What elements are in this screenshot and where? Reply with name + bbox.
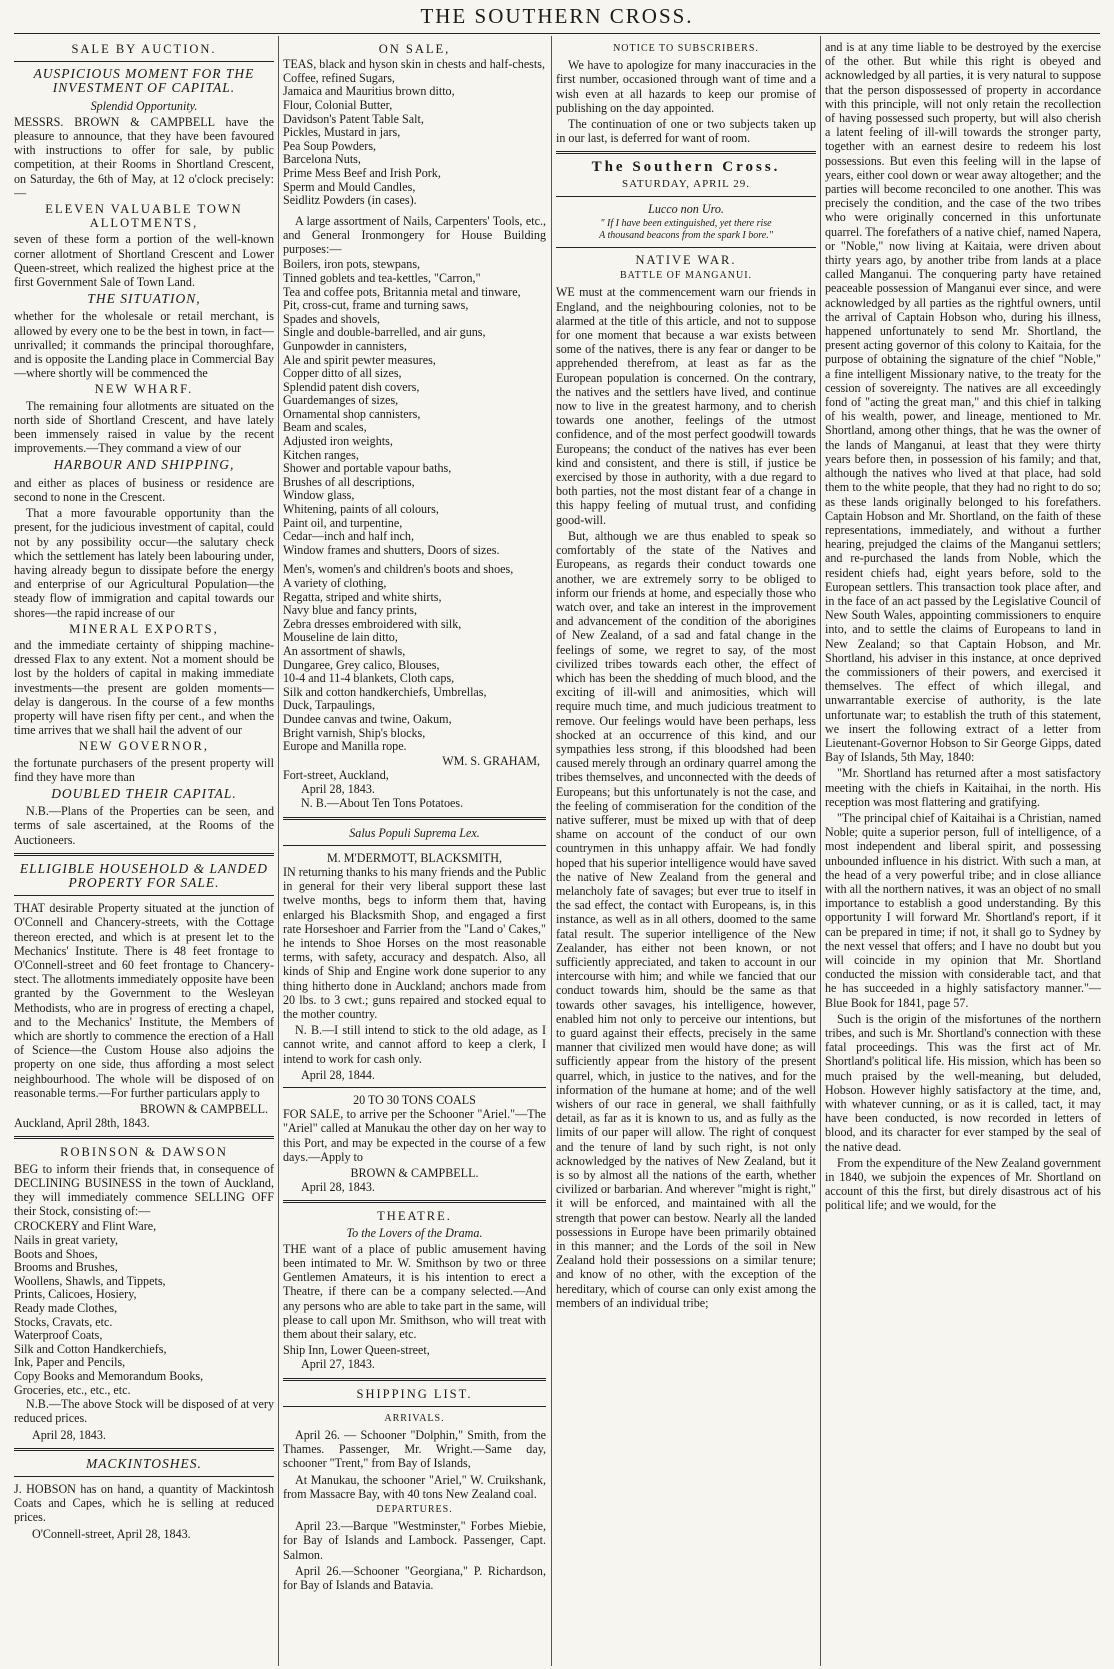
list-item: Ornamental shop cannisters, (283, 406, 421, 421)
column-rule (820, 36, 821, 1666)
ad-auspicious-heading: THE SITUATION, (87, 291, 201, 307)
paper-motto: Lucco non Uro. (648, 201, 724, 216)
column-rule (278, 36, 279, 1666)
list-item: A variety of clothing, (283, 576, 387, 590)
list-item: Zebra dresses embroidered with silk, (283, 616, 462, 631)
notice-para: The continuation of one or two subjects taken up in our last, is deferred for want of room. (556, 117, 816, 146)
divider (14, 1476, 274, 1477)
ad-mackintosh-title: MACKINTOSHES. (86, 1455, 202, 1471)
list-item: Woollens, Shawls, and Tippets, (14, 1273, 166, 1288)
list-item: Copper ditto of all sizes, (283, 366, 402, 381)
ad-auspicious-title: AUSPICIOUS MOMENT FOR THE INVESTMENT OF CAPITAL. (33, 66, 255, 96)
list-item: Bright varnish, Ship's blocks, (283, 725, 426, 740)
coals-signature: BROWN & CAMPBELL. (350, 1166, 479, 1180)
article-quote: "Mr. Shortland has returned after a most satisfactory meeting with the chiefs in Kaitaihai, in the north. His reception was most flattering and gratifying. (825, 766, 1101, 809)
list-item: Boots and Shoes, (14, 1246, 98, 1261)
list-item: Barcelona Nuts, (283, 152, 361, 167)
article-subtitle: BATTLE OF MANGANUI. (619, 270, 753, 282)
list-item: Ink, Paper and Pencils, (14, 1355, 126, 1370)
paper-date: SATURDAY, APRIL 29. (621, 177, 750, 190)
divider (283, 817, 546, 820)
divider (556, 151, 816, 154)
ad-auspicious-para: the fortunate purchasers of the present property will find they have more than (14, 755, 274, 784)
divider (14, 1136, 274, 1139)
ad-auspicious-heading: DOUBLED THEIR CAPITAL. (51, 785, 237, 801)
motto-verse: A thousand beacons from the spark I bore." (599, 230, 773, 242)
divider (14, 895, 274, 896)
list-item: TEAS, black and hyson skin in chests and half-chests, (283, 57, 545, 72)
coals-date: April 28, 1843. (301, 1180, 375, 1195)
list-item: Davidson's Patent Table Salt, (283, 111, 424, 126)
list-item: Silk and cotton handkerchiefs, Umbrellas, (283, 684, 487, 699)
departures-heading: DEPARTURES. (376, 1504, 453, 1516)
ad-auspicious-para: and either as places of business or residence are second to none in the Crescent. (14, 475, 274, 504)
motto-verse: " If I have been extinguished, yet there rise (600, 218, 772, 230)
list-item: Nails in great variety, (14, 1233, 118, 1248)
list-item: Duck, Tarpaulings, (283, 698, 375, 713)
motto-line: Salus Populi Suprema Lex. (349, 825, 480, 840)
list-item: Pea Soup Powders, (283, 138, 377, 153)
divider (14, 853, 274, 856)
theatre-date: April 27, 1843. (301, 1357, 375, 1372)
ad-robinson-nb: N.B.—The above Stock will be disposed of at very reduced prices. (14, 1397, 274, 1426)
list-item: Shower and portable vapour baths, (283, 461, 452, 476)
ad-auspicious-heading: NEW GOVERNOR, (79, 739, 209, 754)
onsale-heading: ON SALE, (378, 42, 451, 56)
list-item: Flour, Colonial Butter, (283, 97, 393, 112)
list-item: Pit, cross-cut, frame and turning saws, (283, 298, 469, 313)
onsale-date: April 28, 1843. (301, 782, 375, 797)
list-item: Ale and spirit pewter measures, (283, 352, 436, 367)
list-item: Groceries, etc., etc., etc. (14, 1382, 131, 1397)
column-rule (551, 36, 552, 1666)
list-item: Beam and scales, (283, 420, 367, 435)
list-item: Whitening, paints of all colours, (283, 502, 439, 517)
divider (14, 1448, 274, 1451)
departure-entry: April 26.—Schooner "Georgiana," P. Richardson, for Bay of Islands and Batavia. (283, 1563, 546, 1593)
list-item: Prints, Calicoes, Hosiery, (14, 1287, 137, 1302)
article-para: WE must at the commencement warn our friends in England, and the neighbouring colonies, not to be alarmed at the title of this article, and not to suppose for one moment that because a war exists between some of the natives, there is any fear or danger to be apprehended therefrom, at least as far as the European population is concerned. On the contrary, the natives and the settlers have lived, and continue now to live in the greatest harmony, and to cherish towards one another, feelings of the utmost confidence, and of the most perfect goodwill towards Europeans; the conduct of the natives has ever been kind and consistent, and there is still, if justice be exercised by those in authority, with a due regard to both parties, not the most distant fear of a change in this happy feeling of mutual trust, and confiding good-will. (556, 285, 816, 527)
ad-robinson-list (14, 1220, 274, 1397)
arrivals-heading: ARRIVALS. (384, 1412, 445, 1424)
ad-auspicious-subtitle: Splendid Opportunity. (90, 98, 198, 113)
theatre-subtitle: To the Lovers of the Drama. (346, 1225, 483, 1240)
list-item: Stocks, Cravats, etc. (14, 1314, 113, 1329)
divider (556, 196, 816, 197)
arrival-entry: April 26. — Schooner "Dolphin," Smith, from the Thames. Passenger, Mr. Wright.—Same day, schooner "Trent," from Bay of Islands, (283, 1428, 546, 1471)
list-item: Dungaree, Grey calico, Blouses, (283, 657, 440, 672)
smith-nb: N. B.—I still intend to stick to the old adage, as I cannot write, and cannot afford to keep a clerk, I intend to work for cash only. (283, 1023, 546, 1066)
onsale-intro: A large assortment of Nails, Carpenters' Tools, etc., and General Ironmongery for House Building purposes:— (283, 213, 546, 257)
article-para: and is at any time liable to be destroyed by the exercise of the other. But while this right is obeyed and acknowledged by all parties, it is very natural to suppose that the person dispossessed of property in accordance with this principle, will not only retain the recollection of having possessed such property, but will also cherish a latent feeling of ill-will towards the stronger party, together with an earnest desire to redeem his lost possessions. But even this feeling will in the lapse of years, either cool down or wear away altogether; and the parties will become reconciled to one another. This was precisely the condition, and the case of the two tribes who were originally concerned in this unfortunate quarrel. The forefathers of a native chief, named Napera, or "Noble," now living at Kaitaia, were driven about thirty years ago, by another tribe from lands at a place called Manganui. The conquering party have retained peaceable possession of Manganui ever since, and were acknowledged by all parties as the rightful owners, until the arrival of Captain Hobson who, during his illness, happened unfortunately to send Mr. Shortland, the present acting governor of this colony to Kaitaia, for the purpose of obtaining the signature of the chief "Noble," a fine intelligent Missionary native, to the treaty for the cession of sovereignty. The natives are all exceedingly fond of "acting the great man," and this chief in talking of his wealth, power, and lineage, mentioned to Mr. Shortland, among other things, that he was the owner of the lands of Manganui, at least that they were thirty years before then, in possession of his family; and that, although the natives who lived at that place, had sold them to the white people, that they had no right to do so; as these lands originally belonged to his forefathers. Captain Hobson and Mr. Shortland, on the faith of these representations, immediately, and without a further hearing, prejudged the claims of the Manganui settlers; and re-purchased the lands from Noble, which the resident chiefs had, eight years before, sold to the European settlers. This transaction took place after, and in the face of an act passed by the Legislative Council of New South Wales, appointing commissioners to enquire into, and to settle the claims of Europeans to land in New Zealand; so that Captain Hobson, and Mr. Shortland, his adviser in this instance, at once deprived the commissioners of their powers, and exercised it themselves. The effect of which illegal, and unwarrantable exercise of authority, is the late unfortunate war; to establish the truth of this statement, we insert the following extract of a letter from Lieutenant-Governor Hobson to Sir George Gipps, dated Bay of Islands, 5th May, 1840: (825, 40, 1101, 765)
list-item: Navy blue and fancy prints, (283, 603, 417, 618)
list-item: Jamaica and Mauritius brown ditto, (283, 84, 455, 99)
ad-auspicious-para: MESSRS. BROWN & CAMPBELL have the pleasure to announce, that they have been favoured with instructions to offer for sale, by public competition, at their Rooms in Shortland Crescent, on Saturday, the 6th of May, at 12 o'clock precisely:— (14, 114, 274, 200)
divider (14, 61, 274, 62)
list-item: Seidlitz Powders (in cases). (283, 193, 417, 208)
list-item: Waterproof Coats, (14, 1328, 103, 1343)
paper-title: The Southern Cross. (591, 159, 781, 176)
ad-robinson-date: April 28, 1843. (32, 1427, 106, 1442)
ad-mackintosh-para: J. HOBSON has on hand, a quantity of Mackintosh Coats and Capes, which he is selling at reduced prices. (14, 1481, 274, 1525)
masthead-rule (14, 33, 1100, 34)
ad-robinson-title: ROBINSON & DAWSON (60, 1145, 228, 1160)
list-item: Silk and Cotton Handkerchiefs, (14, 1341, 167, 1356)
list-item: Pickles, Mustard in jars, (283, 125, 401, 140)
ad-property-date: Auckland, April 28th, 1843. (14, 1116, 150, 1131)
divider (556, 247, 816, 248)
list-item: Cedar—inch and half inch, (283, 529, 414, 544)
list-item: Guardemanges of sizes, (283, 393, 399, 408)
ad-auspicious-heading: HARBOUR AND SHIPPING, (53, 457, 235, 473)
list-item: Splendid patent dish covers, (283, 379, 420, 394)
list-item: Brooms and Brushes, (14, 1260, 118, 1275)
article-quote: "The principal chief of Kaitaihai is a Christian, named Noble; quite a superior person, full of intelligence, of a most independent and liberal spirit, and possessing unbounded influence in his district. With such a man, at the head of a very powerful tribe; and in close alliance with all the northern natives, it was an object of no small importance to establish a good understanding. By this opportunity I will forward Mr. Shortland's report, if it can be prepared in time; if not, it shall go to Sydney by the next vessel that offers; and I have no doubt but you will coincide in my opinion that Mr. Shortland conducted the mission with considerable tact, and that he has succeeded in a highly satisfactory manner."—Blue Book for 1841, page 57. (825, 810, 1101, 1010)
divider (283, 1200, 546, 1203)
onsale-list (283, 58, 546, 208)
arrival-entry: At Manukau, the schooner "Ariel," W. Cruikshank, from Massacre Bay, with 40 tons New Zealand coal. (283, 1472, 546, 1501)
list-item: Kitchen ranges, (283, 447, 359, 462)
list-item: Gunpowder in cannisters, (283, 338, 407, 353)
list-item: Tinned goblets and tea-kettles, "Carron," (283, 270, 481, 285)
ad-auspicious-heading: ELEVEN VALUABLE TOWN ALLOTMENTS, (45, 202, 243, 231)
divider (283, 845, 546, 846)
departure-entry: April 23.—Barque "Westminster," Forbes Miebie, for Bay of Islands and Lambock. Passenger, Capt. Salmon. (283, 1519, 546, 1562)
list-item: CROCKERY and Flint Ware, (14, 1219, 157, 1234)
theatre-place: Ship Inn, Lower Queen-street, (283, 1343, 430, 1358)
ad-auspicious-para: That a more favourable opportunity than the present, for the judicious investment of capital, could not by any possibility occur—the salutary check which the settlement has lately been labouring under, having already begun to dissipate before the energy and enterprise of our Agricultural Population—the steady flow of immigration and capital towards our shores—the rapid increase of our (14, 506, 274, 620)
divider (283, 1406, 546, 1407)
list-item: Single and double-barrelled, and air guns, (283, 325, 486, 340)
onsale-list (283, 258, 546, 557)
notice-para: We have to apologize for many inaccuracies in the first number, occasioned through want of time and a wish even at all hazards to keep our promise of publishing on the day appointed. (556, 58, 816, 115)
ad-auspicious-para: The remaining four allotments are situated on the north side of Shortland Crescent, and have lately been immensely raised in value by the recent improvements.—They command a view of our (14, 398, 274, 456)
list-item: An assortment of shawls, (283, 643, 406, 658)
list-item: Dundee canvas and twine, Oakum, (283, 711, 452, 726)
coals-para: FOR SALE, to arrive per the Schooner "Ariel."—The "Ariel" called at Manukau the other day on her way to this Port, and may be expected in the course of a few days.—Apply to (283, 1107, 546, 1164)
ad-mackintosh-date: O'Connell-street, April 28, 1843. (32, 1526, 191, 1541)
column-1 (14, 40, 274, 1664)
ad-property-signature: BROWN & CAMPBELL. (139, 1102, 268, 1117)
divider (283, 1087, 546, 1088)
theatre-title: THEATRE. (377, 1209, 452, 1224)
article-title: NATIVE WAR. (635, 253, 737, 268)
list-item: Prime Mess Beef and Irish Pork, (283, 165, 441, 180)
list-item: Adjusted iron weights, (283, 434, 393, 449)
list-item: Tea and coffee pots, Britannia metal and tinware, (283, 284, 521, 299)
list-item: Coffee, refined Sugars, (283, 70, 395, 85)
article-para: Such is the origin of the misfortunes of the northern tribes, and such is Mr. Shortland's connection with these fatal proceedings. This was the first act of Mr. Shortland's political life. His mission, which has been so much praised by the well-meaning, but deluded, Hobson. However highly satisfactory at the time, and, with whatever cunning, or as it is called, tact, it may have been conducted, is now recorded in letters of blood, and its character for ever stamped by the seal of the native dead. (825, 1011, 1101, 1154)
column-2 (283, 40, 546, 1664)
sale-heading: SALE BY AUCTION. (71, 42, 217, 56)
ad-property-para: THAT desirable Property situated at the junction of O'Connell and Chancery-streets, with the Cottage thereon erected, and which is at present let to the Mechanics' Institute. There is 48 feet frontage to O'Connell-street and 60 feet frontage to Chancery-stect. The allotments immediately opposite have been granted by the Government to the Wesleyan Methodists, who are in progress of erecting a chapel, and to the Mechanics' Institute, the Members of which are shortly to commence the erection of a Hall of Science—the Custom House also adjoins the property on one side, thus affording a most select neighbourhood. The whole will be disposed of on reasonable terms.—For further particulars apply to (14, 901, 274, 1100)
ad-auspicious-heading: MINERAL EXPORTS, (69, 621, 219, 636)
column-3 (556, 40, 816, 1664)
coals-title: 20 TO 30 TONS COALS (353, 1092, 476, 1107)
onsale-place: Fort-street, Auckland, (283, 767, 389, 782)
list-item: Boilers, iron pots, stewpans, (283, 257, 421, 272)
list-item: 10-4 and 11-4 blankets, Cloth caps, (283, 671, 455, 686)
list-item: Copy Books and Memorandum Books, (14, 1368, 204, 1383)
shipping-title: SHIPPING LIST. (356, 1386, 473, 1401)
onsale-list (283, 563, 546, 753)
notice-title: NOTICE TO SUBSCRIBERS. (613, 43, 759, 54)
list-item: Mouseline de lain ditto, (283, 630, 398, 645)
list-item: Europe and Manilla rope. (283, 739, 407, 754)
divider (283, 1378, 546, 1381)
ad-robinson-para: BEG to inform their friends that, in consequence of DECLINING BUSINESS in the town of Auckland, they will immediately commence SELLING OFF their Stock, consisting of:— (14, 1161, 274, 1219)
smith-title: M. M'DERMOTT, BLACKSMITH, (327, 850, 502, 865)
onsale-signature: WM. S. GRAHAM, (442, 753, 540, 768)
list-item: Window glass, (283, 488, 355, 503)
ad-auspicious-para: seven of these form a portion of the well-known corner allotment of Shortland Crescent and Lower Queen-street, which realized the highest price at the first Government Sale of Town Land. (14, 232, 274, 290)
ad-auspicious-para: whether for the wholesale or retail merchant, is allowed by every one to be the best in town, in fact—unrivalled; it commands the principal thoroughfare, and is opposite the Landing place in Commercial Bay—where shortly will be commenced the (14, 309, 274, 381)
list-item: Men's, women's and children's boots and shoes, (283, 562, 514, 577)
list-item: Brushes of all descriptions, (283, 474, 415, 489)
column-4 (825, 40, 1101, 1664)
list-item: Sperm and Mould Candles, (283, 179, 416, 194)
theatre-para: THE want of a place of public amusement having been intimated to Mr. W. Smithson by two or three Gentlemen Amateurs, it is his intention to erect a Theatre, if there can be a company selected.—And any persons who are able to take part in the same, will please to call upon Mr. Smithson, who will treat with them about their salary, etc. (283, 1241, 546, 1342)
smith-para: IN returning thanks to his many friends and the Public in general for their very liberal support these last twelve months, begs to inform them that, having enlarged his Blacksmith Shop, and engaged a first rate Horseshoer and Farrier from the "Land o' Cakes," he intends to Shoe Horses on the most reasonable terms, with safety, accuracy and despatch. Also, all kinds of Ship and Engine work done superior to any thing hitherto done in Auckland; anchors made from 20 lbs. to 3 cwt.; guns repaired and stocked equal to the mother country. (283, 864, 546, 1021)
list-item: Window frames and shutters, Doors of sizes. (283, 542, 500, 557)
ad-property-title: ELLIGIBLE HOUSEHOLD & LANDED PROPERTY FOR SALE. (19, 860, 269, 890)
list-item: Paint oil, and turpentine, (283, 515, 403, 530)
ad-auspicious-nb: N.B.—Plans of the Properties can be seen, and terms of sale ascertained, at the Rooms of the Auctioneers. (14, 804, 274, 847)
list-item: Ready made Clothes, (14, 1301, 118, 1315)
list-item: Regatta, striped and white shirts, (283, 589, 442, 604)
onsale-nb: N. B.—About Ten Tons Potatoes. (301, 796, 464, 811)
ad-auspicious-heading: NEW WHARF. (94, 382, 194, 397)
article-para: But, although we are thus enabled to speak so comfortably of the state of the Natives and Europeans, as regards their conduct towards one another, we are extremely sorry to be obliged to inform our friends at home, and especially those who watch over, and take an interest in the improvement and advancement of the condition of the aborigines of New Zealand, of a sad and fatal change in the feelings of some, we regret to say, of the most civilized tribes towards each other, the effect of which has been the shedding of much blood, and the exciting of ill-will and animosities, which will require much time, and much judicious treatment to remove. Our feelings would have been perhaps, less shocked at an occurrence of this kind, and our sympathies less strong, if this bloodshed had been caused merely through an ordinary quarrel among the tribes themselves, and unconnected with the deeds of Europeans; but this unfortunately is not the case, and the feeling of commiseration for the condition of the native sufferer, must be mixed up with that of deep shame on account of the conduct of our own countrymen in this unhappy affair. We had fondly hoped that his superior intelligence would have saved the native of New Zealand from the general and melancholy fate of savages; but ever true to itself in the sad effect, the contact with Europeans, is, in this instance, as well as in all others, doomed to the same fatal result. The superior intelligence of the New Zealander, has either not been known, or not sufficiently appreciated, and taken to account in our intercourse with him; and while we fancied that our conduct towards him, should be the same as that towards other savages, his intelligence, however, enabled him not only to perceive our intentions, but to guard against their effects, precisely in the same manner that civilized men would have done; as will sufficiently appear from the history of the present quarrel, which, in justice to the natives, and for the information of the humane at home; and of the well wishers of our race in general, we shall faithfully detail, as far as it is known to us, and as fully as the limits of our paper will allow. The right of conquest and the tenure of land by such right, is not only acknowledged by the natives of New Zealand, but it is so by almost all the nations of the earth, whether civilized or barbarian. And wherever "might is right," it will be enforced, and maintained with all the strength that power can bestow. Nearly all the landed possessions in Europe have been primarily obtained in this manner; and the Lords of the soil in New Zealand hold their possessions on a similar tenure; and know of no other, with the exception of the hereditary, which of course can only exist among the members of an individual tribe; (556, 528, 816, 1310)
smith-date: April 28, 1844. (301, 1067, 375, 1082)
list-item: Spades and shovels, (283, 311, 381, 326)
ad-auspicious-para: and the immediate certainty of shipping machine-dressed Flax to any extent. Not a moment should be lost by the holders of capital in making immediate investments—the present are golden moments—delay is dangerous. In the course of a few months property will have risen fifty per cent., and when the time arrives that we shall hail the advent of our (14, 637, 274, 738)
article-para: From the expenditure of the New Zealand government in 1840, we subjoin the expences of Mr. Shortland on account of this the first, but direly disastrous act of his political life; and we would, for the (825, 1155, 1101, 1213)
masthead: THE SOUTHERN CROSS. (420, 4, 694, 28)
